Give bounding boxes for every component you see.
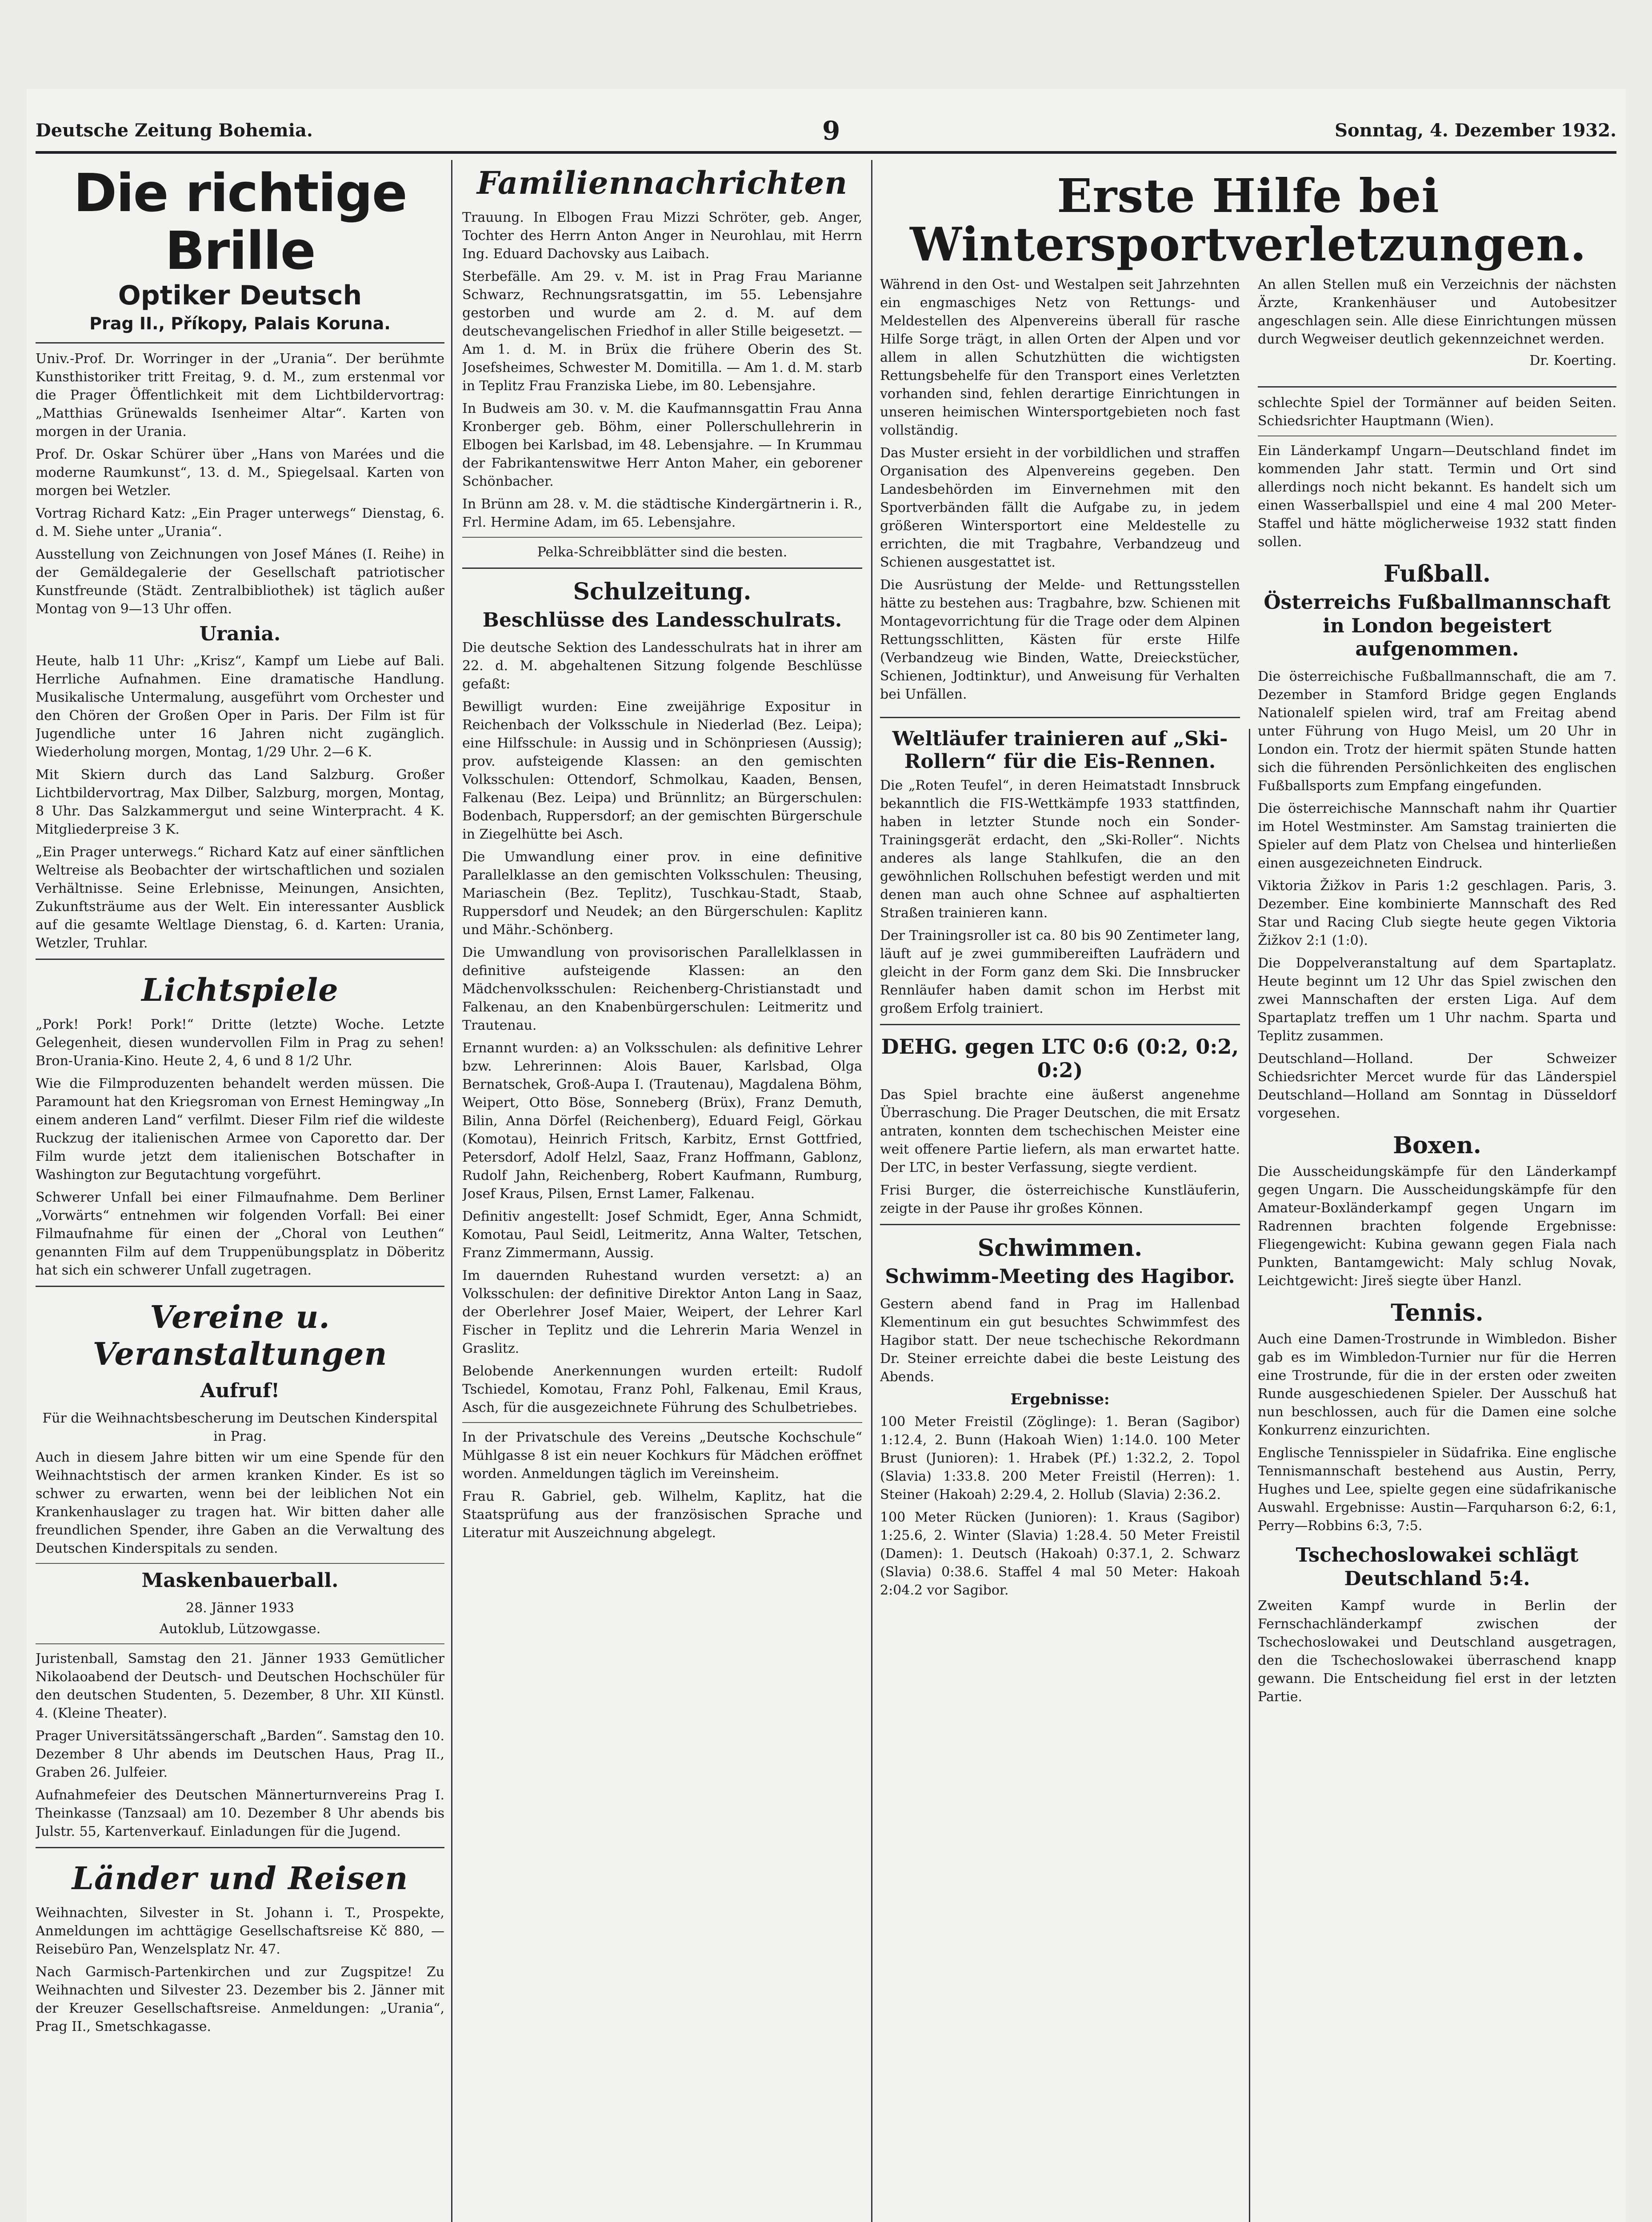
section-heading: Schwimmen. <box>977 1234 1143 1262</box>
event-venue: Autoklub, Lützowgasse. <box>159 1621 321 1637</box>
page-header <box>27 116 1625 147</box>
article-paragraph: Ernannt wurden: a) an Volksschulen: als definitive Lehrer bzw. Lehrerinnen: Alois Bauer, Karlsbad, Olga Bernatschek, Groß-Aupa I. (Trautenau), Magdalena Böhm, Weipert, Otto Böse, Sonneberg (Brüx), Franz Demuth, Bilin, Anna Dörfel (Reichenberg), Eduard Feigl, Görkau (Komotau), Heinrich Fritsch, Karbitz, Ernst Gottfried, Petersdorf, Adolf Helzl, Saaz, Franz Hoffmann, Gablonz, Rudolf Jahn, Reichenberg, Robert Kaufmann, Rumburg, Josef Kraus, Pilsen, Ernst Lamer, Falkenau. <box>462 1040 862 1202</box>
article-paragraph: Der Trainingsroller ist ca. 80 bis 90 Zentimeter lang, läuft auf je zwei gummibereiften Laufrädern und gleicht in der Form ganz dem Ski. Die Innsbrucker Rennläufer haben damit schon im Herbst mit großem Erfolg trainiert. <box>880 928 1240 1017</box>
column-b <box>462 160 862 2222</box>
divider <box>36 1847 444 1848</box>
divider <box>36 1563 444 1564</box>
article-paragraph: Bewilligt wurden: Eine zweijährige Expositur in Reichenbach der Volksschule in Niederlad (Bez. Leipa); eine Hilfsschule: in Aussig und in Schönpriesen (Aussig); prov. aufsteigende Klassen: an den gemischten Volksschulen: Ottendorf, Schmolkau, Kaaden, Bensen, Falkenau (Bez. Leipa) und Brünnlitz; an Bürgerschulen: Bodenbach, Ruppersdorf; an der gemischten Bürgerschule in Ziegelhütte bei Asch. <box>462 699 862 842</box>
column-divider <box>451 160 452 2222</box>
section-heading: Familiennachrichten <box>476 164 848 201</box>
divider <box>462 1422 862 1423</box>
article-paragraph: Die Umwandlung einer prov. in eine definitive Parallelklasse an den gemischten Volksschulen: Theusing, Mariaschein (Bez. Teplitz), Tuschkau-Stadt, Staab, Ruppersdorf und Neudek; an den Bürgerschulen: Kaplitz und Mähr.-Schönberg. <box>462 849 862 938</box>
divider <box>36 1643 444 1644</box>
author-signature: Dr. Koerting. <box>1529 353 1616 368</box>
article-paragraph: In Budweis am 30. v. M. die Kaufmannsgattin Frau Anna Kronberger geb. Böhm, einer Pollerschullehrerin in Elbogen bei Karlsbad, im 48. Lebensjahre. — In Krummau der Fabrikantenswitwe Herr Anton Maher, ein geborener Schönbacher. <box>462 401 862 489</box>
section-heading: Vereine u. Veranstaltungen <box>92 1299 388 1373</box>
banner-headline: Erste Hilfe bei Wintersportverletzungen. <box>910 168 1587 272</box>
column-divider <box>871 160 872 2222</box>
results-paragraph: 100 Meter Rücken (Junioren): 1. Kraus (Sagibor) 1:25.6, 2. Winter (Slavia) 1:28.4. 50 Meter Freistil (Damen): 1. Deutsch (Hakoah) 0:37.1, 2. Schwarz (Slavia) 0:38.6. Staffel 4 mal 50 Meter: Hakoah 2:04.2 vor Sagibor. <box>880 1509 1240 1598</box>
article-paragraph: Gestern abend fand in Prag im Hallenbad Klementinum ein gut besuchtes Schwimmfest des Hagibor statt. Der neue tschechische Rekordmann Dr. Steiner erreichte dabei die beste Leistung des Abends. <box>880 1296 1240 1385</box>
section-heading: Länder und Reisen <box>72 1859 408 1897</box>
article-paragraph: „Pork! Pork! Pork!“ Dritte (letzte) Woche. Letzte Gelegenheit, diesen wundervollen Film in Prag zu sehen! Bron-Urania-Kino. Heute 2, 4, 6 und 8 1/2 Uhr. <box>36 1017 444 1069</box>
article-paragraph: Sterbefälle. Am 29. v. M. ist in Prag Frau Marianne Schwarz, Rechnungsratsgattin, im 55. Lebensjahre gestorben und wurde am 2. d. M. auf dem deutschevangelischen Friedhof in aller Stille beigesetzt. — Am 1. d. M. in Brüx die frühere Oberin des St. Josefsheimes, Schwester M. Domitilla. — Am 1. d. M. starb in Teplitz Frau Franziska Liebe, im 80. Lebensjahre. <box>462 269 862 394</box>
banner-area <box>880 164 1616 277</box>
page-number: 9 <box>822 116 840 146</box>
article-paragraph: Frisi Burger, die österreichische Kunstläuferin, zeigte in der Pause ihr großes Können. <box>880 1182 1240 1216</box>
article-paragraph: Mit Skiern durch das Land Salzburg. Großer Lichtbildervortrag, Max Dilber, Salzburg, morgen, Montag, 8 Uhr. Das Salzkammergut und seine Winterpracht. 4 K. Mitgliederpreise 3 K. <box>36 767 444 838</box>
section-heading: DEHG. gegen LTC 0:6 (0:2, 0:2, 0:2) <box>881 1035 1239 1083</box>
article-paragraph: Trauung. In Elbogen Frau Mizzi Schröter, geb. Anger, Tochter des Herrn Anton Anger in Neurohlau, mit Herrn Ing. Eduard Dachovsky aus Laibach. <box>462 210 862 262</box>
divider <box>36 1286 444 1287</box>
section-heading: Tschechoslowakei schlägt Deutschland 5:4. <box>1296 1543 1579 1590</box>
section-heading: Schulzeitung. <box>573 578 752 605</box>
article-paragraph: Die Ausrüstung der Melde- und Rettungsstellen hätte zu bestehen aus: Tragbahre, bzw. Schienen mit Montagevorrichtung für die Trage oder dem Alpinen Rettungsschlitten, Kästen für erste Hilfe (Verbandzeug wie Binden, Watte, Dreieckstücher, Schienen, Jodtinktur), und Anweisung für Verhalten bei Unfällen. <box>880 577 1240 702</box>
article-paragraph: Die Doppelveranstaltung auf dem Spartaplatz. Heute beginnt um 12 Uhr das Spiel zwischen den zwei Mannschaften der ersten Liga. Auf dem Spartaplatz treffen um 1 Uhr nachm. Sparta und Teplitz zusammen. <box>1258 955 1616 1044</box>
article-paragraph: „Ein Prager unterwegs.“ Richard Katz auf einer sänftlichen Weltreise als Beobachter der wirtschaftlichen und sozialen Verhältnisse. Seine Erlebnisse, Meinungen, Ansichten, Zukunftsträume aus der Welt. Ein interessanter Ausblick auf die gesamte Weltlage Dienstag, 6. d. Karten: Urania, Wetzler, Truhlar. <box>36 844 444 951</box>
article-paragraph: Deutschland—Holland. Der Schweizer Schiedsrichter Mercet wurde für das Länderspiel Deutschland—Holland am Sonntag in Düsseldorf vorgesehen. <box>1258 1051 1616 1122</box>
article-paragraph: In Brünn am 28. v. M. die städtische Kindergärtnerin i. R., Frl. Hermine Adam, im 65. Lebensjahre. <box>462 496 862 530</box>
article-paragraph: Prof. Dr. Oskar Schürer über „Hans von Marées und die moderne Raumkunst“, 13. d. M., Spiegelsaal. Karten von morgen bei Wetzler. <box>36 446 444 499</box>
column-a <box>36 160 444 2222</box>
article-paragraph: Auch eine Damen-Trostrunde in Wimbledon. Bisher gab es im Wimbledon-Turnier nur für die Herren eine Trostrunde, für die in der ersten oder zweiten Runde ausgeschiedenen Spieler. Der Ausschuß hat nun beschlossen, auch für die Damen eine solche Konkurrenz einzurichten. <box>1258 1331 1616 1438</box>
article-paragraph: An allen Stellen muß ein Verzeichnis der nächsten Ärzte, Krankenhäuser und Autobesitzer angeschlagen sein. Alle diese Einrichtungen müssen durch Wegweiser deutlich gekennzeichnet werden. <box>1258 277 1616 347</box>
article-paragraph: Frau R. Gabriel, geb. Wilhelm, Kaplitz, hat die Staatsprüfung aus der französischen Sprache und Literatur mit Auszeichnung abgelegt. <box>462 1488 862 1541</box>
column-d <box>1258 276 1616 2222</box>
article-paragraph: schlechte Spiel der Tormänner auf beiden Seiten. Schiedsrichter Hauptmann (Wien). <box>1258 395 1616 429</box>
article-paragraph: Heute, halb 11 Uhr: „Krisz“, Kampf um Liebe auf Bali. Herrliche Aufnahmen. Eine dramatische Handlung. Musikalische Untermalung, ausgeführt vom Orchester und den Chören der Großen Oper in Paris. Der Film ist für Jugendliche unter 16 Jahren nicht zugänglich. Wiederholung morgen, Montag, 1/29 Uhr. 2—6 K. <box>36 653 444 760</box>
article-paragraph: Viktoria Žižkov in Paris 1:2 geschlagen. Paris, 3. Dezember. Eine kombinierte Mannschaft des Red Star und Racing Club siegte heute gegen Viktoria Žižkov 2:1 (1:0). <box>1258 878 1616 949</box>
section-heading: Fußball. <box>1384 560 1491 587</box>
article-paragraph: Das Muster ersieht in der vorbildlichen und straffen Organisation des Alpenvereins gegeben. Den Landesbehörden im Einvernehmen mit den Sportverbänden fällt die Aufgabe zu, in jedem größeren Wintersportort eine Meldestelle zu errichten, die mit Tragbahre, Verbandzeug und Schienen ausgestattet ist. <box>880 445 1240 570</box>
divider <box>462 567 862 569</box>
section-heading: Urania. <box>199 622 281 645</box>
article-paragraph: Schwerer Unfall bei einer Filmaufnahme. Dem Berliner „Vorwärts“ entnehmen wir folgenden Vorfall: Bei einer Filmaufnahme für einen der „Choral von Leuthen“ genannten Film auf dem Truppenübungsplatz in Döberitz hat sich ein schwerer Unfall zugetragen. <box>36 1190 444 1279</box>
divider <box>36 959 444 960</box>
article-paragraph: Auch in diesem Jahre bitten wir um eine Spende für den Weihnachtstisch der armen kranken Kinder. Es ist so schwer zu erwarten, wenn bei der leiblichen Not ein Krankenhauslager zu tragen hat. Wir bitten daher alle freundlichen Spender, ihre Gaben an die Verwaltung des Deutschen Kinderspitals zu senden. <box>36 1450 444 1557</box>
divider <box>880 1224 1240 1225</box>
section-subheading: Schwimm-Meeting des Hagibor. <box>885 1265 1235 1288</box>
divider <box>880 717 1240 718</box>
article-paragraph: Belobende Anerkennungen wurden erteilt: Rudolf Tschiedel, Komotau, Franz Pohl, Falkenau, Emil Kraus, Asch, für die ausgezeichnete Führung des Schulbetriebes. <box>462 1363 862 1415</box>
article-paragraph: Weihnachten, Silvester in St. Johann i. T., Prospekte, Anmeldungen im achttägige Gesellschaftsreise Kč 880, — Reisebüro Pan, Wenzelsplatz Nr. 47. <box>36 1905 444 1957</box>
results-paragraph: 100 Meter Freistil (Zöglinge): 1. Beran (Sagibor) 1:12.4, 2. Bunn (Hakoah Wien) 1:14.0. 100 Meter Brust (Junioren): 1. Hrabek (Pf.) 1:32.2, 2. Topol (Slavia) 1:33.8. 200 Meter Freistil (Herren): 1. Steiner (Hakoah) 2:29.4, 2. Hollub (Slavia) 2:36.2. <box>880 1414 1240 1503</box>
header-rule <box>36 151 1616 154</box>
article-paragraph: Ausstellung von Zeichnungen von Josef Mánes (I. Reihe) in der Gemäldegalerie der Gesellschaft patriotischer Kunstfreunde (Städt. Zentralbibliothek) ist täglich außer Montag von 9—13 Uhr offen. <box>36 546 444 617</box>
article-paragraph: Definitiv angestellt: Josef Schmidt, Eger, Anna Schmidt, Komotau, Paul Seidl, Leitmeritz, Anna Walter, Tetschen, Franz Zimmermann, Aussig. <box>462 1208 862 1261</box>
event-date: 28. Jänner 1933 <box>186 1600 294 1616</box>
newspaper-name: Deutsche Zeitung Bohemia. <box>36 120 313 141</box>
section-heading: Weltläufer trainieren auf „Ski-Rollern“ für die Eis-Rennen. <box>892 727 1228 773</box>
article-paragraph: Während in den Ost- und Westalpen seit Jahrzehnten ein engmaschiges Netz von Rettungs- und Meldestellen des Alpenvereins überall für rasche Hilfe Sorge trägt, in allen Orten der Alpen und vor allem in allen Schutzhütten die wichtigsten Rettungsbehelfe für den Transport eines Verletzten vorhanden sind, fehlen derartige Einrichtungen in unseren heimischen Wintersportgebieten noch fast vollständig. <box>880 277 1240 438</box>
ad-subtitle: Optiker Deutsch <box>118 280 362 311</box>
article-paragraph: Ein Länderkampf Ungarn—Deutschland findet im kommenden Jahr statt. Termin und Ort sind allerdings noch nicht bekannt. Es handelt sich um einen Wasserballspiel und eine 4 mal 200 Meter-Staffel und hätte möglicherweise 1932 statt finden sollen. <box>1258 443 1616 550</box>
column-divider <box>1249 729 1250 2222</box>
article-paragraph: Im dauernden Ruhestand wurden versetzt: a) an Volksschulen: der definitive Direktor Anton Lang in Saaz, der Oberlehrer Josef Maier, Weipert, der Lehrer Karl Fischer in Teplitz und die Lehrerin Maria Wenzel in Graslitz. <box>462 1267 862 1356</box>
article-paragraph: Die Ausscheidungskämpfe für den Länderkampf gegen Ungarn. Die Ausscheidungskämpfe für den Amateur-Boxländerkampf gegen Ungarn im Radrennen brachten folgende Ergebnisse: Fliegengewicht: Kubina gewann gegen Fiala nach Punkten, Bantamgewicht: Maly schlug Novak, Leichtgewicht: Jireš siegte über Hanzl. <box>1258 1163 1616 1289</box>
article-paragraph: Englische Tennisspieler in Südafrika. Eine englische Tennismannschaft bestehend aus Austin, Perry, Hughes und Lee, spielte gegen eine südafrikanische Auswahl. Ergebnisse: Austin—Farquharson 6:2, 6:1, Perry—Robbins 6:3, 7:5. <box>1258 1445 1616 1534</box>
article-paragraph: Zweiten Kampf wurde in Berlin der Fernschachländerkampf zwischen der Tschechoslowakei und Deutschland ausgetragen, den die Tschechoslowakei überraschend knapp gewann. Die Entscheidung fiel erst in der letzten Partie. <box>1258 1598 1616 1705</box>
article-paragraph: Die „Roten Teufel“, in deren Heimatstadt Innsbruck bekanntlich die FIS-Wettkämpfe 1933 stattfinden, haben in letzter Stunde noch ein Sonder-Trainingsgerät erdacht, den „Ski-Roller“. Nichts anderes als lange Stahlkufen, die an den gewöhnlichen Rollschuhen befestigt werden und mit denen man auch ohne Schnee auf asphaltierten Straßen trainieren kann. <box>880 778 1240 921</box>
ad-address: Prag II., Příkopy, Palais Koruna. <box>89 313 391 333</box>
article-paragraph: Die österreichische Mannschaft nahm ihr Quartier im Hotel Westminster. Am Samstag trainierten die Spieler auf dem Platz von Chelsea und hinterließen einen ausgezeichneten Eindruck. <box>1258 801 1616 871</box>
article-paragraph: Prager Universitätssängerschaft „Barden“. Samstag den 10. Dezember 8 Uhr abends im Deutschen Haus, Prag II., Graben 26. Julfeier. <box>36 1728 444 1780</box>
section-subheading: Beschlüsse des Landesschulrats. <box>482 608 842 631</box>
results-heading: Ergebnisse: <box>1010 1390 1110 1408</box>
section-heading: Lichtspiele <box>141 971 339 1009</box>
article-paragraph: Aufnahmefeier des Deutschen Männerturnvereins Prag I. Theinkasse (Tanzsaal) am 10. Dezember 8 Uhr abends bis Julstr. 55, Kartenverkauf. Einladungen für die Jugend. <box>36 1787 444 1839</box>
article-paragraph: Univ.-Prof. Dr. Worringer in der „Urania“. Der berühmte Kunsthistoriker tritt Freitag, 9. d. M., zum erstenmal vor die Prager Öffentlichkeit mit dem Lichtbildervortrag: „Matthias Grünewalds Isenheimer Altar“. Karten von morgen in der Urania. <box>36 351 444 440</box>
divider <box>1258 386 1616 388</box>
section-subheading: Österreichs Fußballmannschaft in London begeistert aufgenommen. <box>1264 591 1611 661</box>
article-paragraph: In der Privatschule des Vereins „Deutsche Kochschule“ Mühlgasse 8 ist ein neuer Kochkurs für Mädchen eröffnet worden. Anmeldungen täglich im Vereinsheim. <box>462 1429 862 1482</box>
article-paragraph: Die österreichische Fußballmannschaft, die am 7. Dezember in Stamford Bridge gegen Englands Nationalelf spielen wird, traf am Freitag abend unter Führung von Hugo Meisl, um 20 Uhr in London ein. Trotz der hiermit späten Stunde hatten sich die führenden Persönlichkeiten des englischen Fußballsports zum Empfang eingefunden. <box>1258 669 1616 794</box>
newspaper-page <box>27 89 1625 2222</box>
article-paragraph: Die Umwandlung von provisorischen Parallelklassen in definitive aufsteigende Klassen: an den Mädchenvolksschulen: Reichenberg-Christianstadt und Falkenau, an den Knabenbürgerschulen: Leitmeritz und Trautenau. <box>462 944 862 1033</box>
article-paragraph: Juristenball, Samstag den 21. Jänner 1933 Gemütlicher Nikolaoabend der Deutsch- und Deutschen Hochschüler für den deutschen Studenten, 5. Dezember, 8 Uhr. XII Künstl. 4. (Kleine Theater). <box>36 1651 444 1721</box>
section-heading: Boxen. <box>1393 1132 1481 1159</box>
article-paragraph: Das Spiel brachte eine äußerst angenehme Überraschung. Die Prager Deutschen, die mit Ersatz antraten, konnten dem tschechischen Meister eine weit offenere Partie liefern, als man erwartet hatte. Der LTC, in bester Verfassung, siegte verdient. <box>880 1087 1240 1175</box>
section-heading: Tennis. <box>1391 1299 1484 1327</box>
ad-title: Die richtige Brille <box>73 162 407 281</box>
issue-date: Sonntag, 4. Dezember 1932. <box>1335 120 1616 141</box>
article-paragraph: Wie die Filmproduzenten behandelt werden müssen. Die Paramount hat den Kriegsroman von Ernest Hemingway „In einem anderen Land“ verfilmt. Dieser Film rief die wildeste Ruckzug der italienischen Armee von Caporetto dar. Der Film wurde jetzt dem italienischen Botschafter in Washington zur Begutachtung vorgeführt. <box>36 1076 444 1183</box>
appeal-subheading: Für die Weihnachtsbescherung im Deutschen Kinderspital in Prag. <box>42 1411 438 1445</box>
article-paragraph: Vortrag Richard Katz: „Ein Prager unterwegs“ Dienstag, 6. d. M. Siehe unter „Urania“. <box>36 505 444 540</box>
article-paragraph: Die deutsche Sektion des Landesschulrats hat in ihrer am 22. d. M. abgehaltenen Sitzung folgende Beschlüsse gefaßt: <box>462 639 862 692</box>
divider <box>36 342 444 344</box>
appeal-heading: Aufruf! <box>200 1379 280 1403</box>
divider <box>880 1024 1240 1025</box>
column-c <box>880 276 1240 2222</box>
event-heading: Maskenbauerball. <box>141 1569 339 1592</box>
divider <box>462 537 862 538</box>
article-paragraph: Nach Garmisch-Partenkirchen und zur Zugspitze! Zu Weihnachten und Silvester 23. Dezember bis 2. Jänner mit der Kreuzer Gesellschaftsreise. Anmeldungen: „Urania“, Prag II., Smetschkagasse. <box>36 1964 444 2034</box>
advert-line: Pelka-Schreibblätter sind die besten. <box>537 544 788 560</box>
